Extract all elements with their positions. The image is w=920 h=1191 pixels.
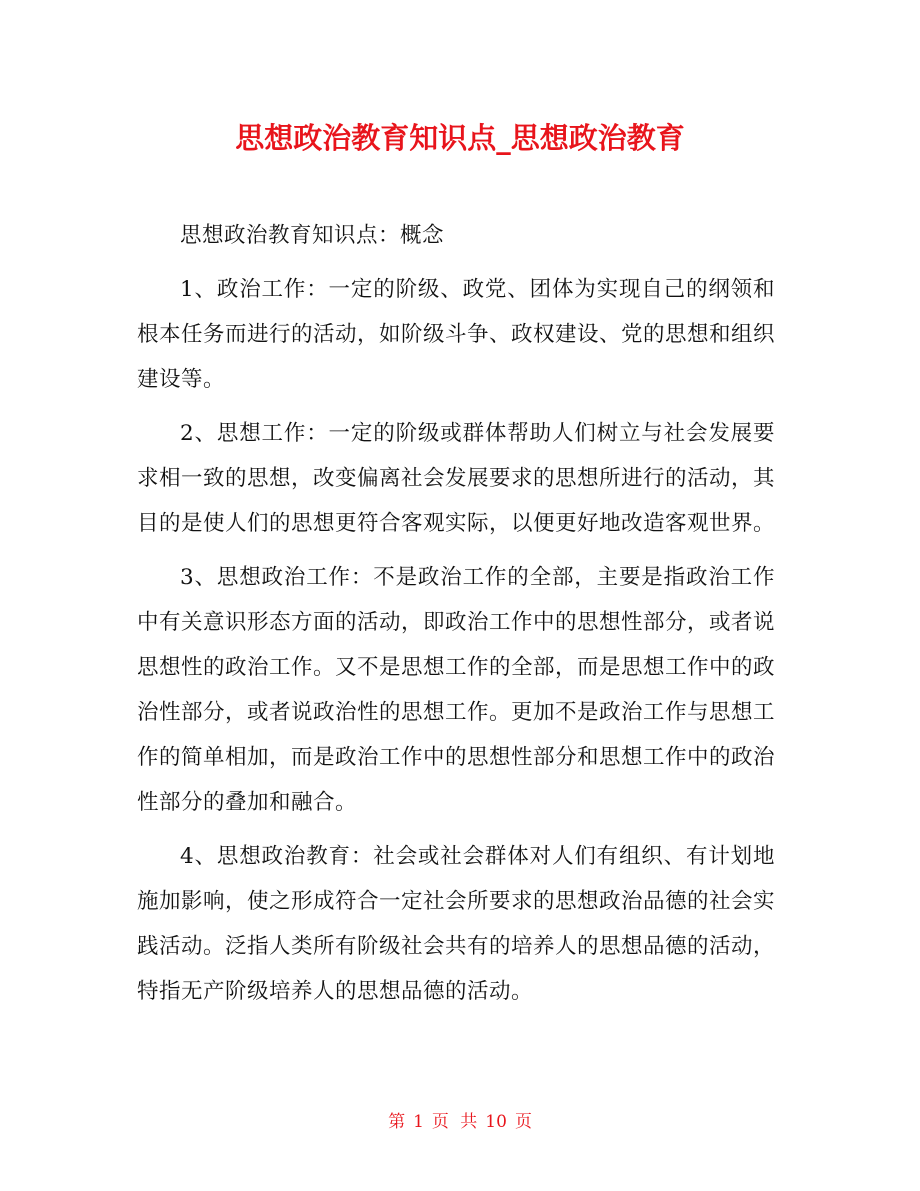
page-footer: [0, 1110, 920, 1134]
paragraph-ideological-political-education: 4、思想政治教育：社会或社会群体对人们有组织、有计划地施加影响，使之形成符合一定社会所要求的思想政治品德的社会实践活动。泛指人类所有阶级社会共有的培养人的思想品德的活动，特指无产阶级培养人的思想品德的活动。: [137, 844, 776, 1004]
document-title: 思想政治教育知识点_思想政治教育: [235, 121, 685, 155]
paragraph-heading: 思想政治教育知识点：概念: [180, 223, 445, 248]
paragraph-ideological-political-work: 3、思想政治工作：不是政治工作的全部，主要是指政治工作中有关意识形态方面的活动，即政治工作中的思想性部分，或者说思想性的政治工作。又不是思想工作的全部，而是思想工作中的政治性部分，或者说政治性的思想工作。更加不是政治工作与思想工作的简单相加，而是政治工作中的思想性部分和思想工作中的政治性部分的叠加和融合。: [137, 565, 776, 815]
footer-current-page: 1: [413, 1112, 424, 1132]
footer-total-pages: 10: [485, 1112, 507, 1132]
paragraph-political-work: 1、政治工作：一定的阶级、政党、团体为实现自己的纲领和根本任务而进行的活动，如阶级斗争、政权建设、党的思想和组织建设等。: [137, 277, 776, 392]
footer-prefix: 第: [388, 1112, 406, 1132]
footer-middle: 页 共: [431, 1112, 478, 1132]
paragraph-ideological-work: 2、思想工作：一定的阶级或群体帮助人们树立与社会发展要求相一致的思想，改变偏离社会发展要求的思想所进行的活动，其目的是使人们的思想更符合客观实际，以便更好地改造客观世界。: [137, 421, 776, 536]
footer-suffix: 页: [514, 1112, 532, 1132]
document-body: [137, 213, 775, 1023]
